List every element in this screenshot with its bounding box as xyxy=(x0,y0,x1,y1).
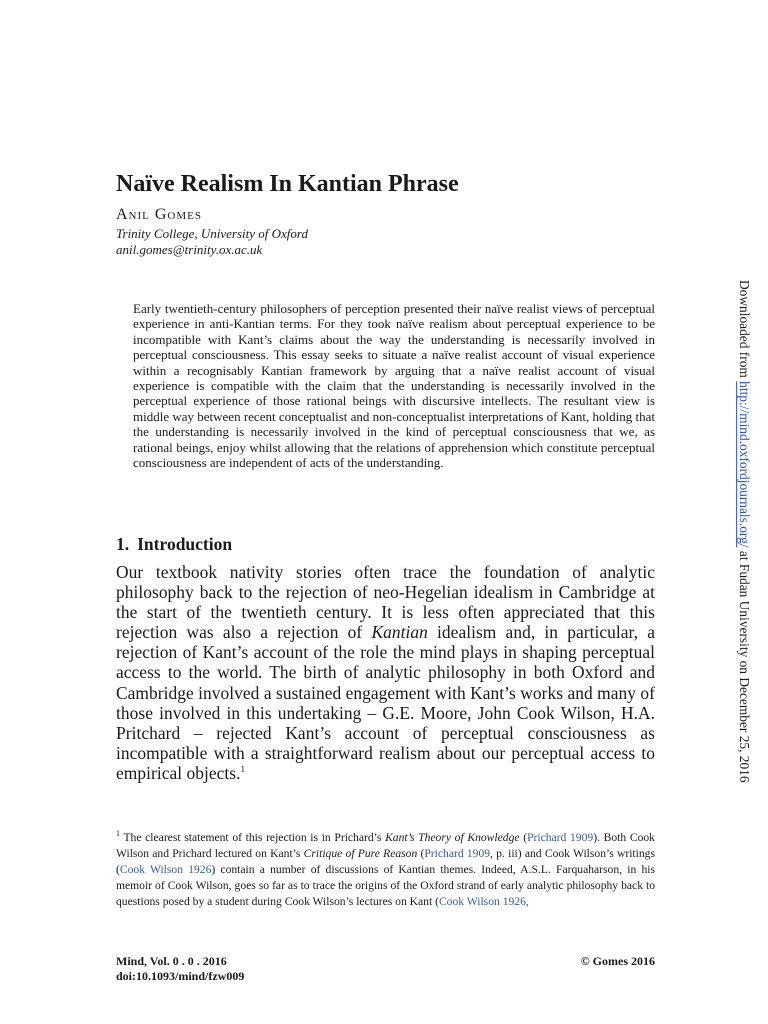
section-heading xyxy=(116,534,232,554)
book-title: Critique of Pure Reason xyxy=(303,847,418,861)
paragraph-text: idealism and, in particular, a rejection of Kant’s account of the role the mind plays in shaping perceptual access to the world. The birth of analytic philosophy in both Oxford and Cambridge involved a sustained engagement with Kant’s works and many of those involved in this undertaking – G.E. Moore, John Cook Wilson, H.A. Pritchard – rejected Kant’s account of perceptual consciousness as incompatible with a straightforward realism about our perceptual access to empirical objects. xyxy=(116,622,655,783)
download-notice-suffix: at Fudan University on December 25, 2016 xyxy=(737,547,752,783)
journal-url-link[interactable]: http://mind.oxfordjournals.org/ xyxy=(737,381,752,548)
footnote-number: 1 xyxy=(116,829,120,839)
author-name: Anil Gomes xyxy=(116,206,202,223)
footnote-text: ( xyxy=(417,847,425,861)
citation-link[interactable]: Prichard 1909 xyxy=(527,831,594,844)
footnote-text: ( xyxy=(519,831,528,844)
journal-info xyxy=(116,954,244,984)
emphasis-text: Kantian xyxy=(371,622,428,643)
footnote-text: , p. iii) and Cook Wilson’s writings ( xyxy=(116,847,655,877)
citation-link[interactable]: Cook Wilson 1926 xyxy=(119,863,212,877)
footnote xyxy=(116,830,655,910)
footnote-text: The clearest statement of this rejection is in Prichard’s xyxy=(123,831,386,844)
download-notice xyxy=(736,280,752,783)
introduction-paragraph xyxy=(116,562,655,783)
paragraph-text: Our textbook nativity stories often trace the foundation of analytic philosophy back to the rejection of neo-Hegelian idealism in Cambridge at the start of the twentieth century. It is less often appreciated that this rejection was also a rejection of xyxy=(116,562,655,643)
article-title: Naïve Realism In Kantian Phrase xyxy=(116,171,459,197)
section-title: Introduction xyxy=(137,534,233,554)
citation-link[interactable]: Prichard 1909 xyxy=(424,847,491,861)
copyright: © Gomes 2016 xyxy=(580,954,655,968)
footnote-marker[interactable]: 1 xyxy=(240,764,246,775)
footnote-text: ). Both Cook Wilson and Prichard lectured on Kant’s xyxy=(116,831,655,861)
section-number: 1. xyxy=(116,534,130,554)
doi: doi:10.1093/mind/fzw009 xyxy=(116,969,245,983)
footnote-text: ) contain a number of discussions of Kantian themes. Indeed, A.S.L. Farquaharson, in his memoir of Cook Wilson, goes so far as to trace the origins of the Oxford strand of early analytic philosophy back to questions posed by a student during Cook Wilson’s lectures on Kant ( xyxy=(116,863,655,909)
abstract: Early twentieth-century philosophers of perception presented their naïve realist views of perceptual experience in anti-Kantian terms. For they took naïve realism about perceptual experience to be incompatible with Kant’s claims about the way the understanding is necessarily involved in perceptual consciousness. This essay seeks to situate a naïve realist account of visual experience within a recognisably Kantian framework by arguing that a naïve realist account of visual experience is compatible with the claim that the understanding is necessarily involved in the perceptual experience of those rational beings with discursive intellects. The resultant view is middle way between recent conceptualist and non-conceptualist interpretations of Kant, holding that the understanding is necessarily involved in the kind of perceptual consciousness that we, as rational beings, enjoy whilst allowing that the relations of apprehension which constitute perceptual consciousness are independent of acts of the understanding. xyxy=(133,301,655,471)
journal-volume: Mind, Vol. 0 . 0 . 2016 xyxy=(116,954,227,968)
author-email[interactable]: anil.gomes@trinity.ox.ac.uk xyxy=(116,242,263,257)
citation-link[interactable]: Cook Wilson 1926, xyxy=(438,895,529,909)
book-title: Kant’s Theory of Knowledge xyxy=(385,831,520,844)
download-notice-prefix: Downloaded from xyxy=(737,280,752,382)
author-affiliation: Trinity College, University of Oxford xyxy=(116,226,308,241)
